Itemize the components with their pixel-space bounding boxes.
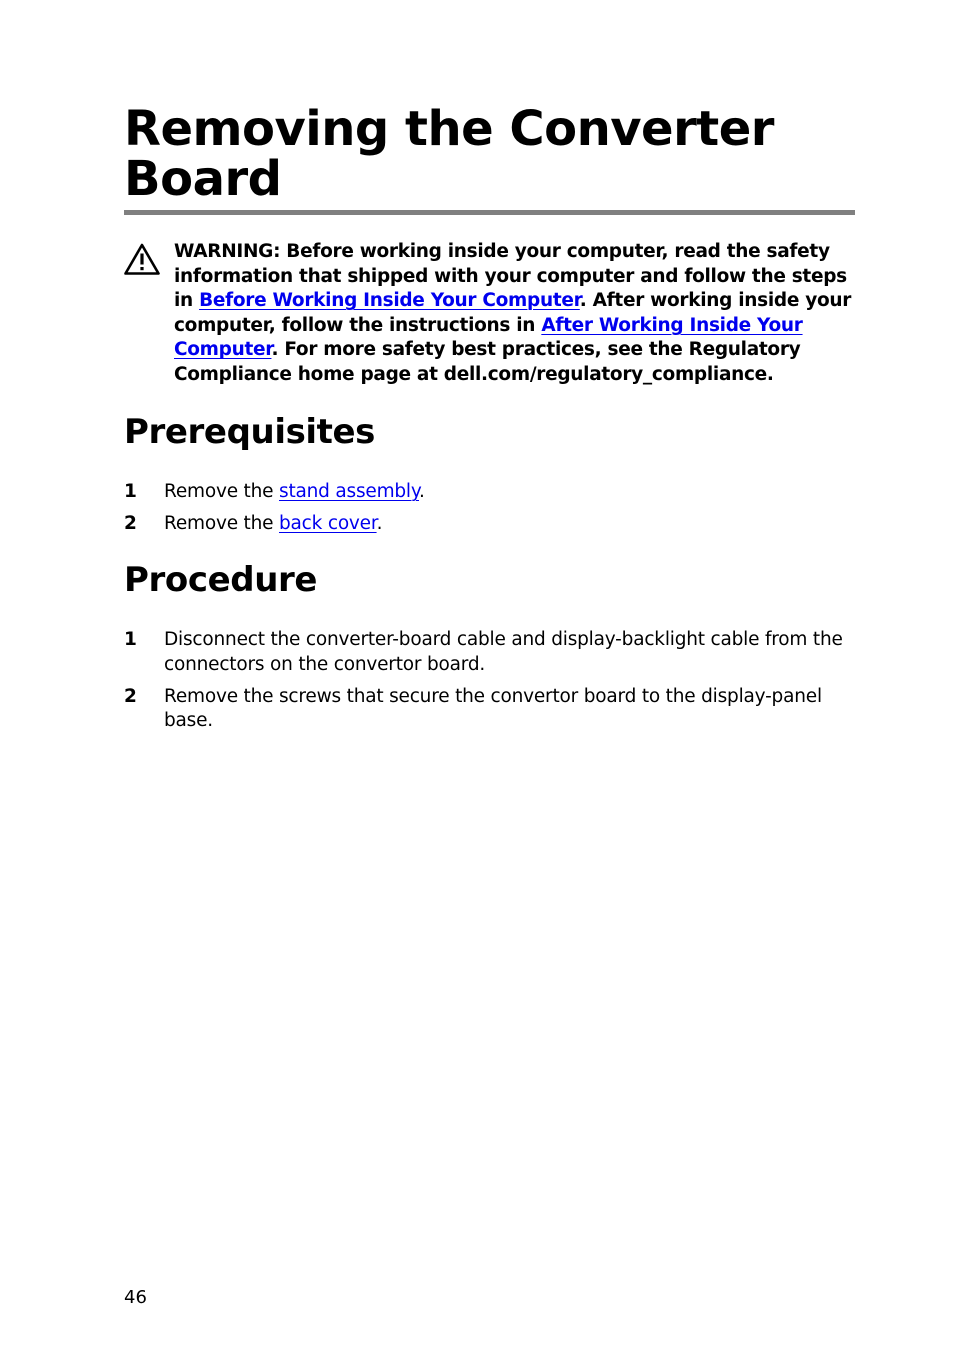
stand-assembly-link[interactable]: stand assembly [279, 481, 419, 502]
prerequisite-step [124, 512, 854, 537]
procedure-step [124, 685, 854, 734]
procedure-heading: Procedure [124, 560, 318, 600]
procedure-step [124, 628, 854, 677]
warning-text-part: . After working inside your computer, follow the instructions in [174, 290, 852, 336]
step-number: 1 [124, 481, 137, 502]
step-text: Remove the [164, 513, 279, 535]
title-underline [124, 210, 855, 215]
step-text: . [376, 513, 383, 535]
warning-text-part: . For more safety best practices, see the Regulatory Compliance home page at dell.com/regulatory_compliance. [174, 339, 801, 385]
warning-icon [123, 242, 161, 276]
step-text: . [419, 481, 425, 502]
prerequisites-list [124, 480, 854, 544]
step-number: 2 [124, 513, 137, 535]
before-working-inside-link[interactable]: Before Working Inside Your Computer [199, 290, 580, 312]
procedure-list [124, 628, 854, 741]
warning-text-part: WARNING: Before working inside your computer, read the safety information that shipped with your computer and follow the steps in [174, 241, 847, 312]
step-text: Disconnect the converter-board cable and display-backlight cable from the connectors on the convertor board. [164, 629, 843, 675]
after-working-inside-link[interactable]: After Working Inside Your Computer [174, 314, 803, 361]
page-number: 46 [124, 1287, 147, 1308]
page-title: Removing the Converter Board [124, 101, 774, 207]
prerequisite-step [124, 480, 854, 505]
prerequisites-heading: Prerequisites [124, 412, 376, 452]
back-cover-link[interactable]: back cover [279, 513, 377, 535]
step-number: 1 [124, 629, 137, 650]
warning-text [174, 240, 854, 388]
step-number: 2 [124, 685, 137, 707]
step-text: Remove the screws that secure the convertor board to the display-panel base. [164, 685, 822, 732]
step-text: Remove the [164, 481, 279, 502]
